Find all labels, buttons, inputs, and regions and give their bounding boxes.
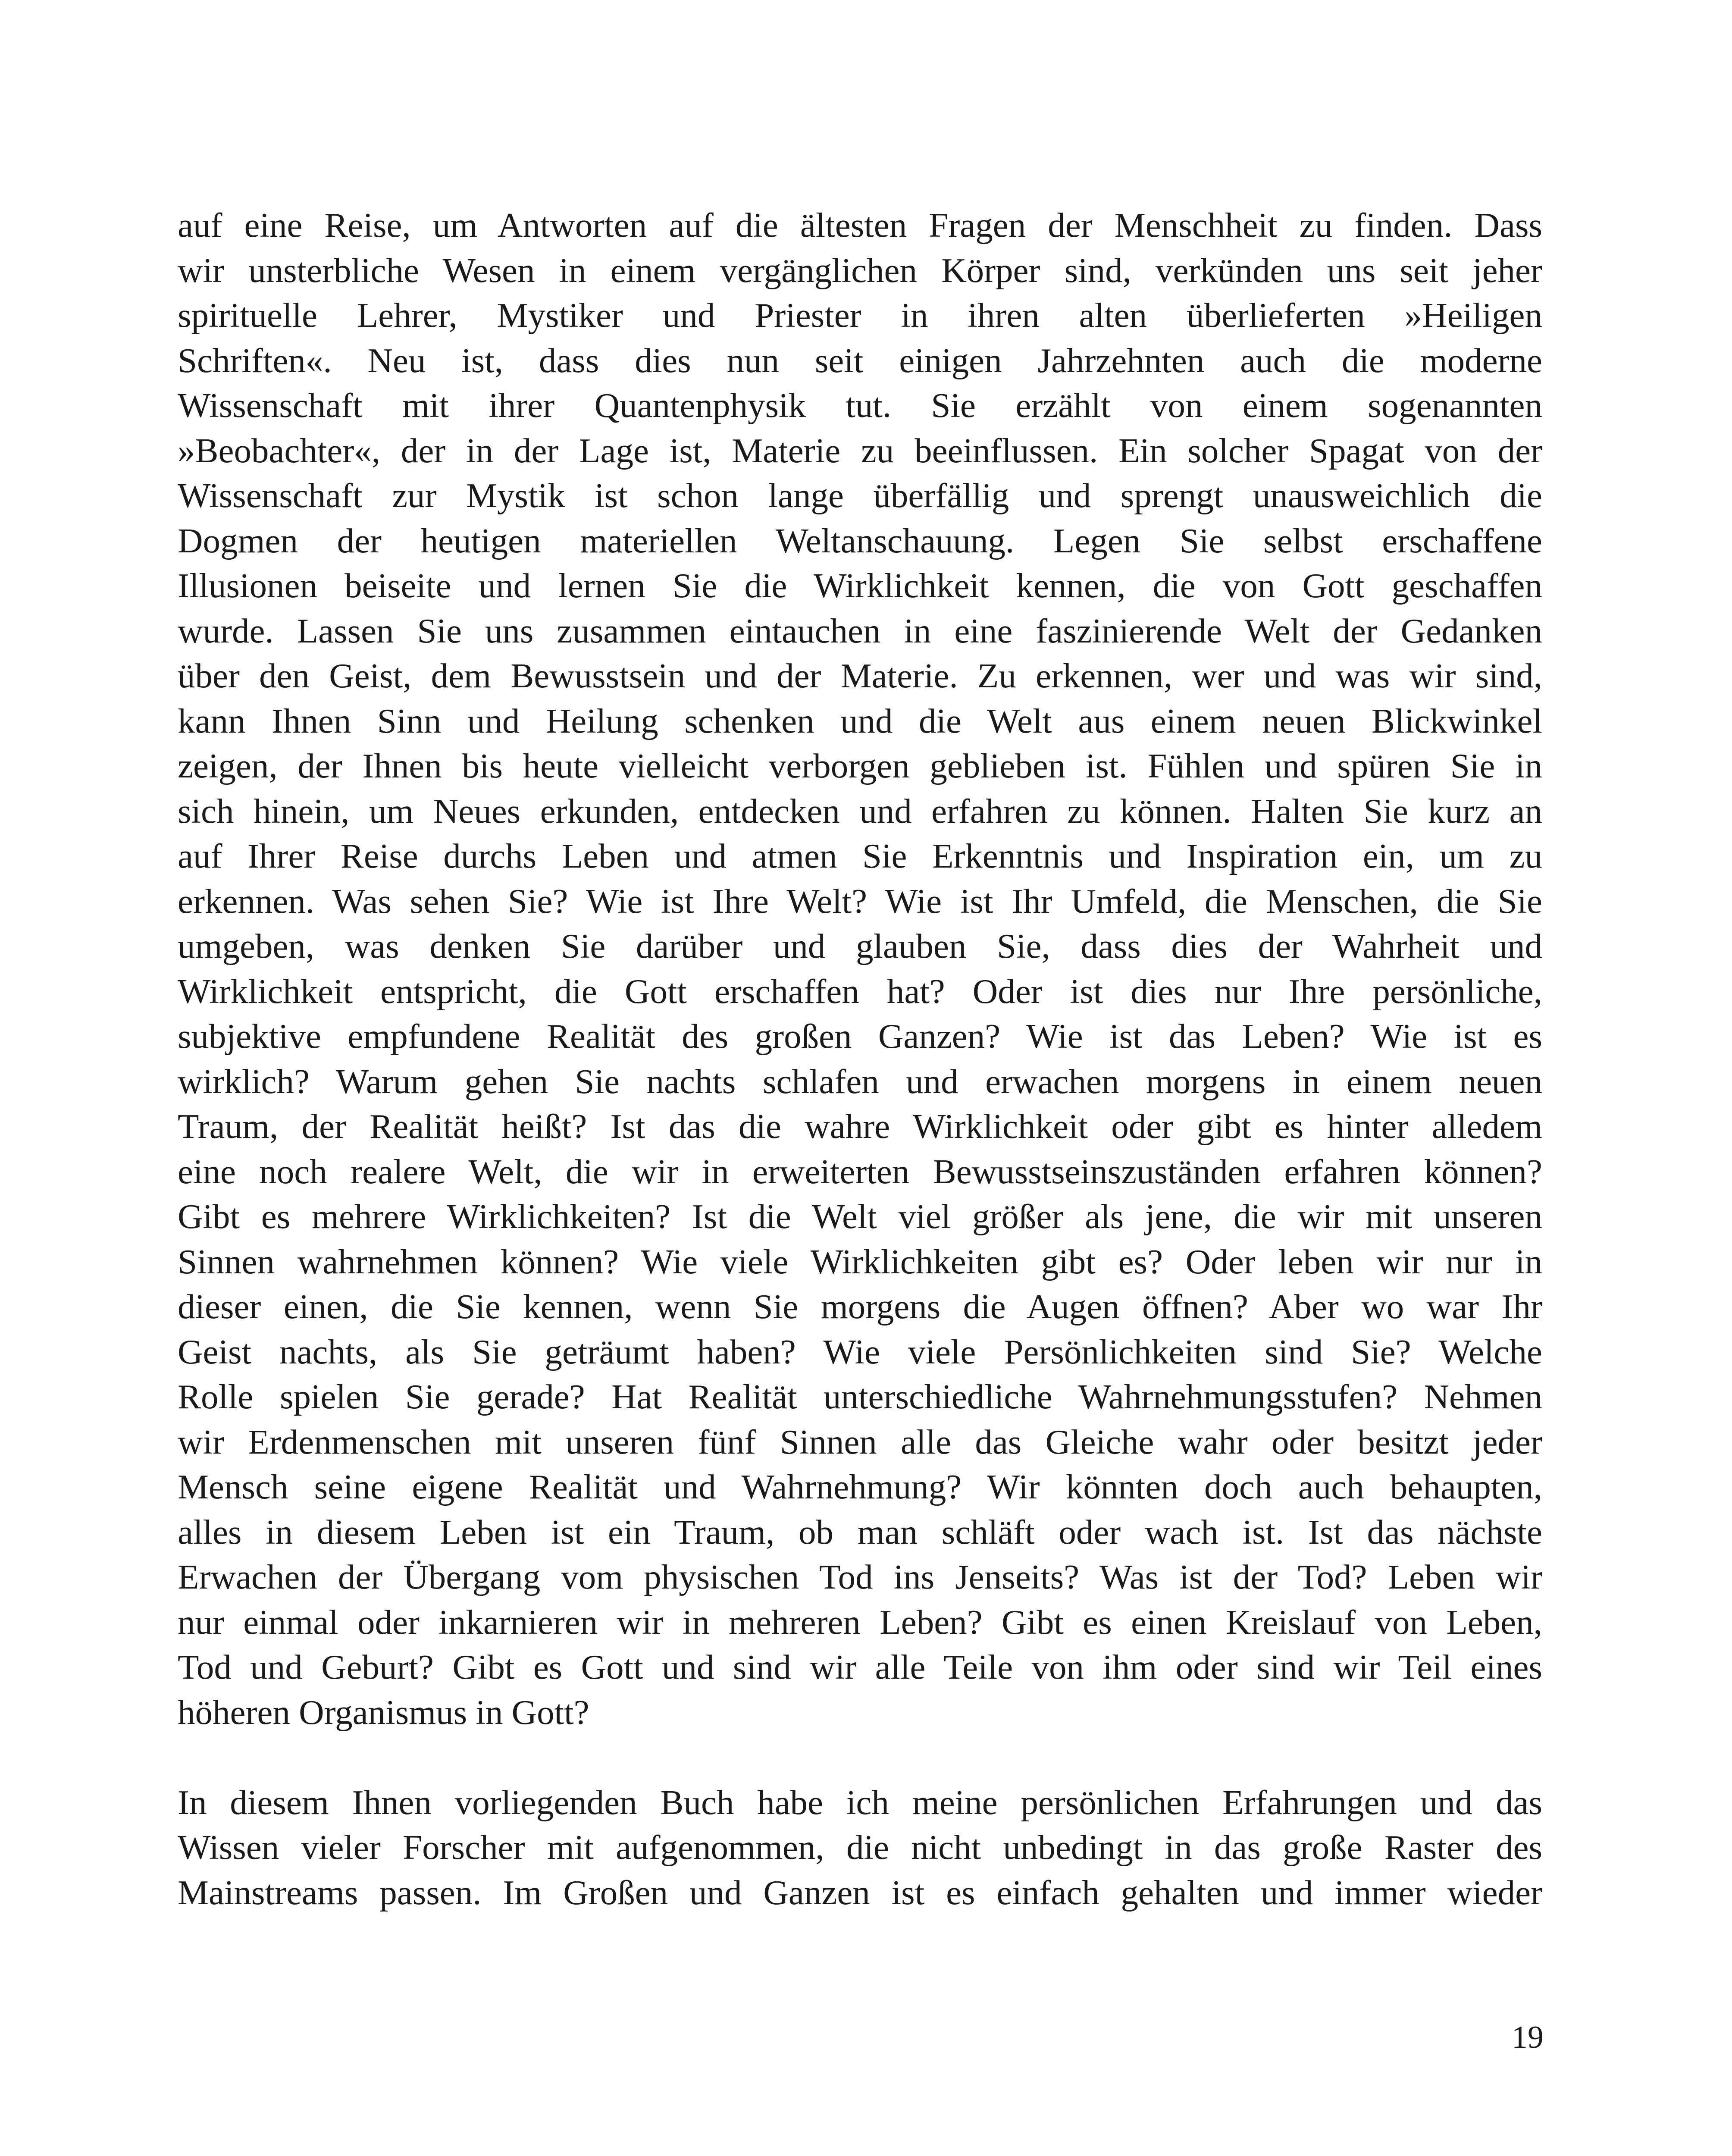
text-line: Geist nachts, als Sie geträumt haben? Wie viele Persönlichkeiten sind Sie? Welche — [178, 1332, 1542, 1371]
text-line: auf Ihrer Reise durchs Leben und atmen Sie Erkenntnis und Inspiration ein, um zu — [178, 837, 1542, 875]
text-line: wir unsterbliche Wesen in einem vergänglichen Körper sind, verkünden uns seit jeher — [178, 251, 1542, 290]
text-line: Schriften«. Neu ist, dass dies nun seit einigen Jahrzehnten auch die moderne — [178, 341, 1542, 380]
text-line: wir Erdenmenschen mit unseren fünf Sinnen alle das Gleiche wahr oder besitzt jeder — [178, 1422, 1542, 1461]
text-line: umgeben, was denken Sie darüber und glauben Sie, dass dies der Wahrheit und — [178, 927, 1542, 965]
text-line: über den Geist, dem Bewusstsein und der Materie. Zu erkennen, wer und was wir sind, — [178, 656, 1542, 695]
text-line: Illusionen beiseite und lernen Sie die Wirklichkeit kennen, die von Gott geschaffen — [178, 566, 1542, 605]
text-line: auf eine Reise, um Antworten auf die ältesten Fragen der Menschheit zu finden. Dass — [178, 206, 1542, 244]
text-line: Rolle spielen Sie gerade? Hat Realität unterschiedliche Wahrnehmungsstufen? Nehmen — [178, 1377, 1542, 1416]
text-line: Gibt es mehrere Wirklichkeiten? Ist die Welt viel größer als jene, die wir mit unseren — [178, 1197, 1542, 1236]
text-line: Wirklichkeit entspricht, die Gott erschaffen hat? Oder ist dies nur Ihre persönliche, — [178, 971, 1542, 1011]
body-text — [178, 203, 1542, 1915]
text-line: alles in diesem Leben ist ein Traum, ob man schläft oder wach ist. Ist das nächste — [178, 1512, 1542, 1551]
text-line: nur einmal oder inkarnieren wir in mehreren Leben? Gibt es einen Kreislauf von Leben, — [178, 1602, 1542, 1642]
text-line: In diesem Ihnen vorliegenden Buch habe ich meine persönlichen Erfahrungen und das — [178, 1783, 1542, 1822]
text-line: dieser einen, die Sie kennen, wenn Sie morgens die Augen öffnen? Aber wo war Ihr — [178, 1287, 1542, 1326]
text-line: eine noch realere Welt, die wir in erweiterten Bewusstseinszuständen erfahren können? — [178, 1152, 1542, 1191]
text-line: Sinnen wahrnehmen können? Wie viele Wirklichkeiten gibt es? Oder leben wir nur in — [178, 1242, 1542, 1281]
text-line: Wissen vieler Forscher mit aufgenommen, die nicht unbedingt in das große Raster des — [178, 1828, 1542, 1867]
paragraph-spacer — [178, 1735, 1542, 1780]
text-line: Dogmen der heutigen materiellen Weltanschauung. Legen Sie selbst erschaffene — [178, 521, 1542, 560]
text-line: höheren Organismus in Gott? — [178, 1692, 589, 1732]
text-line: erkennen. Was sehen Sie? Wie ist Ihre Welt? Wie ist Ihr Umfeld, die Menschen, die Sie — [178, 881, 1542, 921]
text-line: sich hinein, um Neues erkunden, entdecken und erfahren zu können. Halten Sie kurz an — [178, 791, 1542, 830]
text-line: wurde. Lassen Sie uns zusammen eintauchen in eine faszinierende Welt der Gedanken — [178, 611, 1542, 650]
text-line: subjektive empfundene Realität des großen Ganzen? Wie ist das Leben? Wie ist es — [178, 1017, 1542, 1056]
text-line: Erwachen der Übergang vom physischen Tod ins Jenseits? Was ist der Tod? Leben wir — [178, 1557, 1542, 1596]
text-line: Traum, der Realität heißt? Ist das die wahre Wirklichkeit oder gibt es hinter alledem — [178, 1107, 1542, 1146]
text-line: Wissenschaft mit ihrer Quantenphysik tut. Sie erzählt von einem sogenannten — [178, 386, 1542, 425]
text-line: wirklich? Warum gehen Sie nachts schlafen und erwachen morgens in einem neuen — [178, 1062, 1542, 1101]
text-line: zeigen, der Ihnen bis heute vielleicht verborgen geblieben ist. Fühlen und spüren Sie in — [178, 746, 1542, 785]
paragraph-2 — [178, 1780, 1542, 1915]
text-line: spirituelle Lehrer, Mystiker und Priester in ihren alten überlieferten »Heiligen — [178, 296, 1542, 335]
text-line: »Beobachter«, der in der Lage ist, Materie zu beeinflussen. Ein solcher Spagat von der — [178, 431, 1542, 470]
text-line: Mensch seine eigene Realität und Wahrnehmung? Wir könnten doch auch behaupten, — [178, 1467, 1542, 1506]
text-line: Wissenschaft zur Mystik ist schon lange überfällig und sprengt unausweichlich die — [178, 476, 1542, 515]
text-line: kann Ihnen Sinn und Heilung schenken und die Welt aus einem neuen Blickwinkel — [178, 701, 1542, 740]
text-line: Tod und Geburt? Gibt es Gott und sind wir alle Teile von ihm oder sind wir Teil eines — [178, 1648, 1542, 1686]
paragraph-1 — [178, 203, 1542, 1735]
text-line: Mainstreams passen. Im Großen und Ganzen ist es einfach gehalten und immer wieder — [178, 1873, 1542, 1912]
page-number: 19 — [1512, 2020, 1544, 2055]
